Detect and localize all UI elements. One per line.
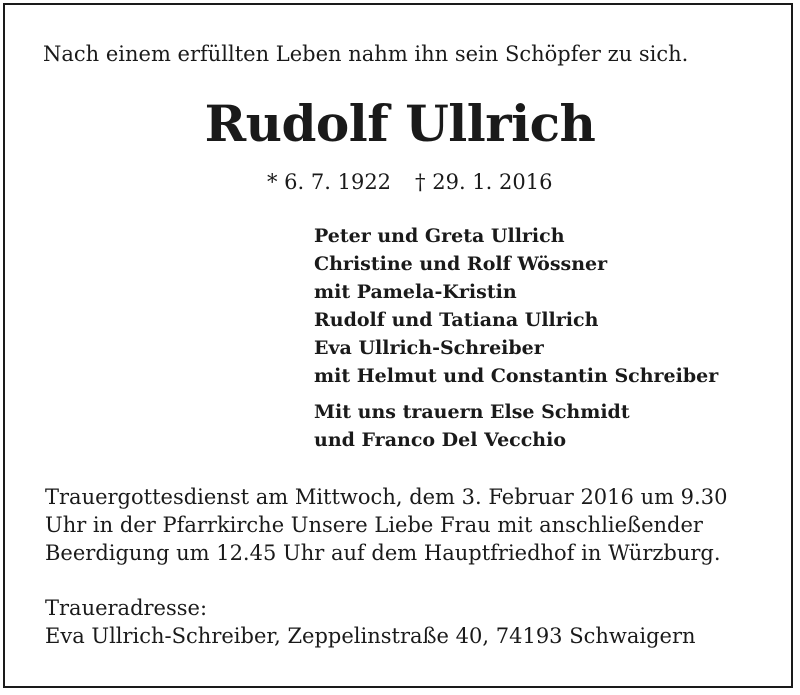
life-dates [267,168,552,196]
mourning-address [45,594,696,650]
address-line: Eva Ullrich-Schreiber, Zeppelinstraße 40, 74193 Schwaigern [45,624,696,648]
mourner-line: Rudolf und Tatiana Ullrich [314,309,599,331]
mourner-line: Peter und Greta Ullrich [314,225,565,247]
mourner-line: mit Pamela-Kristin [314,281,517,303]
mourners-list [314,222,718,390]
service-line: Trauergottesdienst am Mittwoch, dem 3. Februar 2016 um 9.30 [45,485,728,509]
death-date: † 29. 1. 2016 [415,170,553,194]
also-mourning-line: und Franco Del Vecchio [314,429,567,451]
mourner-line: mit Helmut und Constantin Schreiber [314,365,719,387]
service-details [45,483,727,567]
service-line: Beerdigung um 12.45 Uhr auf dem Hauptfriedhof in Würzburg. [45,541,721,565]
mourner-line: Christine und Rolf Wössner [314,253,608,275]
also-mourning-line: Mit uns trauern Else Schmidt [314,401,630,423]
deceased-name: Rudolf Ullrich [204,94,596,153]
birth-date: * 6. 7. 1922 [267,170,392,194]
also-mourning-list [314,398,630,454]
mourner-line: Eva Ullrich-Schreiber [314,337,544,359]
address-label: Traueradresse: [45,596,208,620]
service-line: Uhr in der Pfarrkirche Unsere Liebe Frau mit anschließender [45,513,703,537]
intro-text: Nach einem erfüllten Leben nahm ihn sein Schöpfer zu sich. [43,42,689,66]
